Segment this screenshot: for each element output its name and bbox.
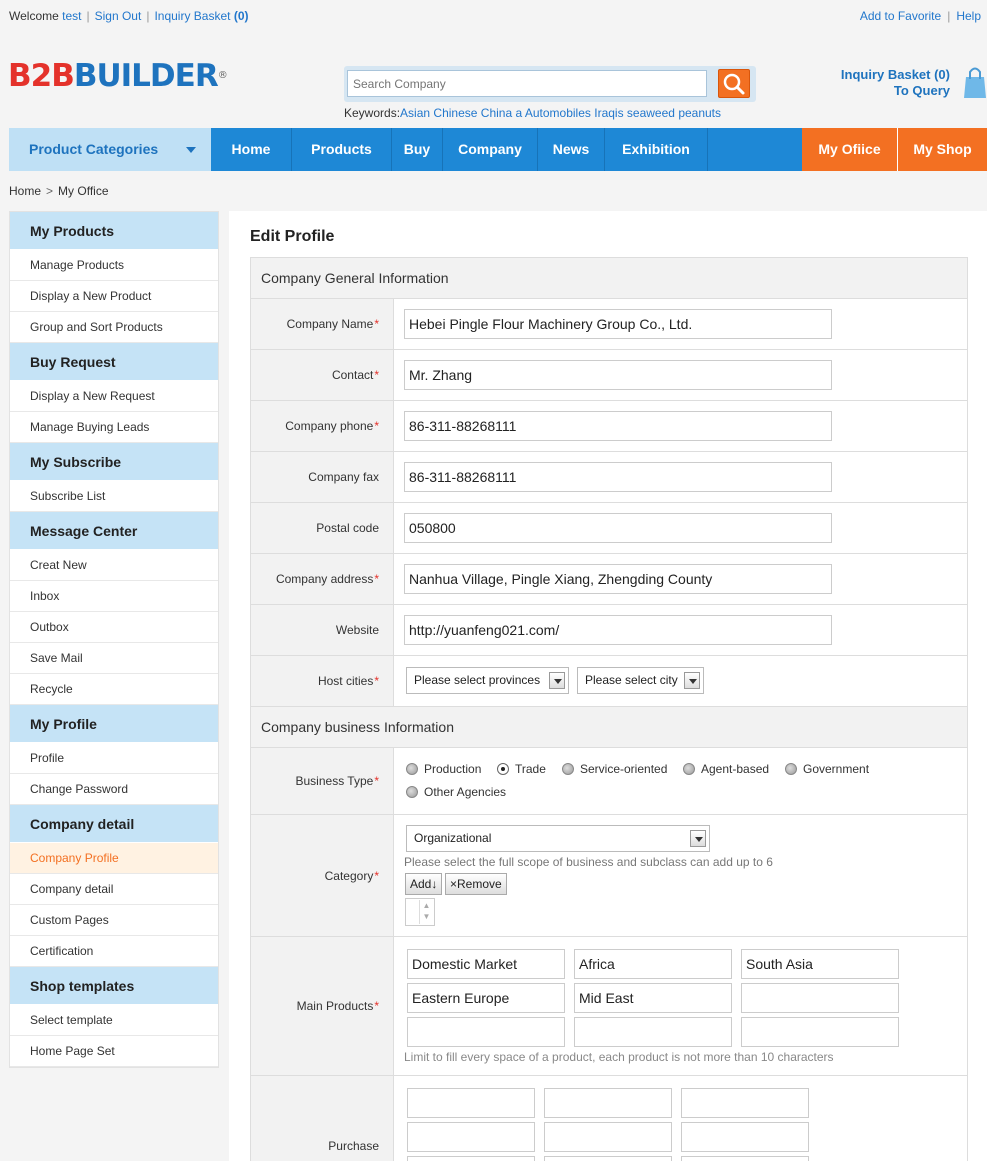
main-product-input[interactable]: Domestic Market: [407, 949, 565, 979]
nav-buy[interactable]: Buy: [392, 128, 443, 171]
label-address: Company address *: [251, 554, 394, 604]
purchase-input[interactable]: [544, 1156, 672, 1161]
shopping-bag-icon[interactable]: [963, 65, 987, 99]
sidebar-item-custom-pages[interactable]: Custom Pages: [10, 905, 218, 936]
chevron-down-icon: [186, 147, 196, 153]
purchase-input[interactable]: [407, 1088, 535, 1118]
purchase-input[interactable]: [544, 1088, 672, 1118]
add-category-button[interactable]: Add↓: [405, 873, 442, 895]
nav-products[interactable]: Products: [292, 128, 392, 171]
radio-government[interactable]: Government: [785, 762, 869, 776]
radio-trade[interactable]: Trade: [497, 762, 546, 776]
city-select[interactable]: Please select city: [577, 667, 704, 694]
row-postal: [251, 503, 967, 554]
to-query-link[interactable]: To Query: [893, 83, 950, 98]
chevron-down-icon: [684, 672, 700, 689]
keyword-link[interactable]: peanuts: [678, 106, 722, 120]
main-product-input[interactable]: [407, 1017, 565, 1047]
sidebar-item-subscribe-list[interactable]: Subscribe List: [10, 481, 218, 512]
keywords-label: Keywords:: [344, 106, 401, 120]
search-icon: [719, 70, 749, 97]
category-hint: Please select the full scope of business and subclass can add up to 6: [404, 855, 773, 869]
sidebar-item-certification[interactable]: Certification: [10, 936, 218, 967]
radio-other-agencies[interactable]: Other Agencies: [406, 785, 506, 799]
label-website: Website: [251, 605, 394, 655]
add-favorite-link[interactable]: Add to Favorite: [859, 9, 942, 23]
keyword-link[interactable]: a: [515, 106, 523, 120]
sidebar-section-my-products[interactable]: My Products: [10, 212, 218, 250]
sidebar-item-company-detail[interactable]: Company detail: [10, 874, 218, 905]
sidebar-item-display-new-request[interactable]: Display a New Request: [10, 381, 218, 412]
province-select[interactable]: Please select provinces: [406, 667, 569, 694]
header: [0, 32, 987, 128]
category-listbox[interactable]: [405, 898, 435, 926]
search-input[interactable]: [347, 70, 707, 97]
sidebar-section-buy-request[interactable]: Buy Request: [10, 343, 218, 381]
sidebar-item-manage-buying-leads[interactable]: Manage Buying Leads: [10, 412, 218, 443]
breadcrumb: [9, 184, 109, 198]
product-categories-menu[interactable]: [9, 128, 211, 171]
radio-agent-based[interactable]: Agent-based: [683, 762, 769, 776]
row-contact: [251, 350, 967, 401]
label-company-name: Company Name *: [251, 299, 394, 349]
keywords-line: [344, 106, 721, 120]
sidebar-item-manage-products[interactable]: Manage Products: [10, 250, 218, 281]
postal-code-field[interactable]: 050800: [404, 513, 832, 543]
inquiry-basket-link[interactable]: [154, 9, 248, 23]
main-product-input[interactable]: South Asia: [741, 949, 899, 979]
main-product-input[interactable]: Africa: [574, 949, 732, 979]
nav-company[interactable]: Company: [443, 128, 538, 171]
help-link[interactable]: Help: [956, 9, 981, 23]
chevron-right-icon: >: [46, 184, 54, 198]
category-select[interactable]: Organizational: [406, 825, 710, 852]
breadcrumb-current: My Office: [58, 184, 109, 198]
keyword-link[interactable]: Asian: [400, 106, 431, 120]
product-categories-label: Product Categories: [29, 141, 159, 157]
inquiry-basket-box[interactable]: [841, 67, 950, 99]
top-bar-right: Add to Favorite | Help: [859, 9, 981, 23]
inquiry-basket-count: (0): [233, 9, 249, 23]
main-product-input[interactable]: [741, 983, 899, 1013]
sidebar-section-shop-templates[interactable]: Shop templates: [10, 967, 218, 1005]
main-content: [229, 211, 987, 1161]
row-website: [251, 605, 967, 656]
row-address: [251, 554, 967, 605]
main-product-input[interactable]: Eastern Europe: [407, 983, 565, 1013]
main-product-input[interactable]: [741, 1017, 899, 1047]
main-product-input[interactable]: Mid East: [574, 983, 732, 1013]
label-fax: Company fax: [251, 452, 394, 502]
scroll-arrows-icon[interactable]: ▲ ▼: [419, 900, 433, 924]
address-field[interactable]: Nanhua Village, Pingle Xiang, Zhengding County: [404, 564, 832, 594]
main-products-hint: Limit to fill every space of a product, each product is not more than 10 characters: [404, 1050, 834, 1064]
contact-field[interactable]: Mr. Zhang: [404, 360, 832, 390]
sidebar-item-recycle[interactable]: Recycle: [10, 674, 218, 705]
page-title: Edit Profile: [250, 228, 335, 245]
nav-exhibition[interactable]: Exhibition: [605, 128, 708, 171]
main-product-input[interactable]: [574, 1017, 732, 1047]
sidebar-section-my-profile[interactable]: My Profile: [10, 705, 218, 743]
row-category: [251, 815, 967, 937]
sidebar-item-creat-new[interactable]: Creat New: [10, 550, 218, 581]
section-business-header: Company business Information: [251, 707, 967, 748]
welcome-text: Welcome: [9, 9, 59, 23]
remove-category-button[interactable]: ×Remove: [445, 873, 507, 895]
top-bar-left: Welcome test | Sign Out | Inquiry Basket (0): [9, 9, 249, 23]
label-phone: Company phone *: [251, 401, 394, 451]
section-general-header: Company General Information: [251, 258, 967, 299]
site-logo[interactable]: B2BBUILDER®: [8, 58, 227, 94]
sidebar-section-message-center[interactable]: Message Center: [10, 512, 218, 550]
sidebar-item-home-page-set[interactable]: Home Page Set: [10, 1036, 218, 1067]
sidebar-item-group-sort-products[interactable]: Group and Sort Products: [10, 312, 218, 343]
fax-field[interactable]: 86-311-88268111: [404, 462, 832, 492]
inquiry-basket-label: Inquiry Basket: [154, 9, 231, 23]
row-host-cities: [251, 656, 967, 707]
nav-home[interactable]: Home: [211, 128, 292, 171]
label-category: Category *: [251, 815, 394, 936]
top-bar: [0, 0, 987, 32]
purchase-input[interactable]: [407, 1122, 535, 1152]
sidebar-section-company-detail[interactable]: Company detail: [10, 805, 218, 843]
label-main-products: Main Products *: [251, 937, 394, 1075]
company-name-field[interactable]: Hebei Pingle Flour Machinery Group Co., Ltd.: [404, 309, 832, 339]
radio-production[interactable]: Production: [406, 762, 481, 776]
row-main-products: [251, 937, 967, 1076]
purchase-input[interactable]: [407, 1156, 535, 1161]
sidebar-item-inbox[interactable]: Inbox: [10, 581, 218, 612]
sidebar-item-profile[interactable]: Profile: [10, 743, 218, 774]
chevron-down-icon: [549, 672, 565, 689]
nav-my-shop[interactable]: My Shop: [898, 128, 987, 171]
purchase-input[interactable]: [681, 1088, 809, 1118]
sidebar-item-outbox[interactable]: Outbox: [10, 612, 218, 643]
row-company-name: [251, 299, 967, 350]
sidebar-item-save-mail[interactable]: Save Mail: [10, 643, 218, 674]
sidebar-item-company-profile[interactable]: Company Profile: [10, 843, 218, 874]
keyword-link[interactable]: Automobiles: [524, 106, 591, 120]
search-bar: [344, 66, 756, 102]
label-host-cities: Host cities *: [251, 656, 394, 706]
website-field[interactable]: http://yuanfeng021.com/: [404, 615, 832, 645]
sidebar: [9, 211, 219, 1068]
keyword-link[interactable]: China: [480, 106, 513, 120]
sidebar-item-display-new-product[interactable]: Display a New Product: [10, 281, 218, 312]
search-button[interactable]: [718, 69, 750, 98]
keyword-link[interactable]: Iraqis: [594, 106, 624, 120]
sidebar-section-my-subscribe[interactable]: My Subscribe: [10, 443, 218, 481]
keyword-link[interactable]: seaweed: [626, 106, 675, 120]
label-postal: Postal code: [251, 503, 394, 553]
label-purchase: Purchase: [251, 1076, 394, 1161]
nav-news[interactable]: News: [538, 128, 605, 171]
sidebar-item-change-password[interactable]: Change Password: [10, 774, 218, 805]
purchase-input[interactable]: [544, 1122, 672, 1152]
edit-profile-form: [250, 257, 968, 1161]
row-fax: [251, 452, 967, 503]
chevron-down-icon: [690, 830, 706, 847]
sidebar-item-select-template[interactable]: Select template: [10, 1005, 218, 1036]
breadcrumb-home[interactable]: Home: [9, 184, 42, 198]
nav-my-office[interactable]: My Ofiice: [802, 128, 898, 171]
phone-field[interactable]: 86-311-88268111: [404, 411, 832, 441]
row-business-type: [251, 748, 967, 815]
purchase-input[interactable]: [681, 1122, 809, 1152]
username-link[interactable]: test: [62, 9, 82, 23]
main-nav: [9, 128, 987, 171]
sign-out-link[interactable]: Sign Out: [94, 9, 142, 23]
label-contact: Contact *: [251, 350, 394, 400]
inquiry-basket-title: Inquiry Basket (0): [840, 67, 950, 82]
keyword-link[interactable]: Chinese: [433, 106, 478, 120]
row-purchase: [251, 1076, 967, 1161]
radio-service-oriented[interactable]: Service-oriented: [562, 762, 667, 776]
purchase-input[interactable]: [681, 1156, 809, 1161]
label-business-type: Business Type *: [251, 748, 394, 814]
row-phone: [251, 401, 967, 452]
